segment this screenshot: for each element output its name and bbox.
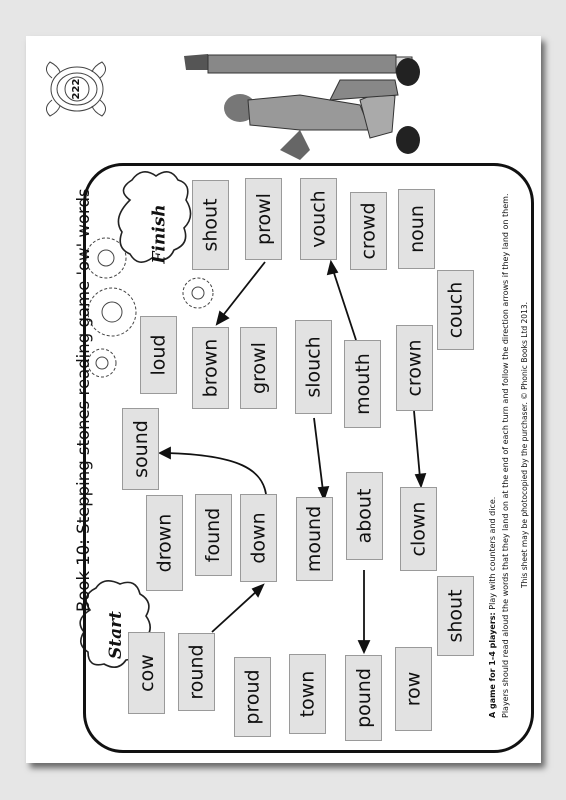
stone-about: about <box>346 472 383 560</box>
stone-slouch: slouch <box>295 320 332 414</box>
boy-with-pencil-illustration <box>184 54 420 160</box>
stone-drown: drown <box>146 495 183 591</box>
stone-clown: clown <box>400 487 437 571</box>
stone-couch: couch <box>437 270 474 350</box>
stone-proud: proud <box>234 657 271 737</box>
instructions-text-1: Play with counters and dice. <box>488 496 497 610</box>
stone-mound: mound <box>296 497 333 581</box>
stone-noun: noun <box>398 189 435 269</box>
start-label: Start <box>105 611 126 659</box>
stone-pound: pound <box>345 655 382 741</box>
stone-cow: cow <box>128 632 165 714</box>
stone-round: round <box>178 633 215 711</box>
stone-shout: shout <box>192 180 229 270</box>
page-title: Book 10: Stepping stones reading game 'ow' words <box>74 188 93 612</box>
stone-brown: brown <box>192 327 229 409</box>
stone-mouth: mouth <box>344 340 381 428</box>
copyright-footer: This sheet may be photocopied by the purchaser. © Phonic Books Ltd 2013. <box>520 301 529 588</box>
stone-vouch: vouch <box>300 178 337 260</box>
stone-crowd: crowd <box>350 192 387 270</box>
instructions-line-1 <box>488 497 497 718</box>
stone-prowl: prowl <box>245 178 282 260</box>
stone-found: found <box>195 494 232 576</box>
stone-town: town <box>289 654 326 734</box>
stone-down: down <box>240 494 277 582</box>
finish-label: Finish <box>149 204 170 264</box>
instructions-heading: A game for 1-4 players: <box>488 612 497 718</box>
book-number: 222 <box>71 78 82 100</box>
stone-shout-2: shout <box>437 576 474 656</box>
instructions-line-2: Players should read aloud the words that they land on at the end of each turn and follow the direction arrows if they land on them. <box>501 193 510 718</box>
stone-crown: crown <box>396 325 433 411</box>
stone-sound: sound <box>122 408 159 490</box>
stone-growl: growl <box>240 327 277 409</box>
stone-loud: loud <box>140 316 177 394</box>
stone-row: row <box>395 647 432 731</box>
